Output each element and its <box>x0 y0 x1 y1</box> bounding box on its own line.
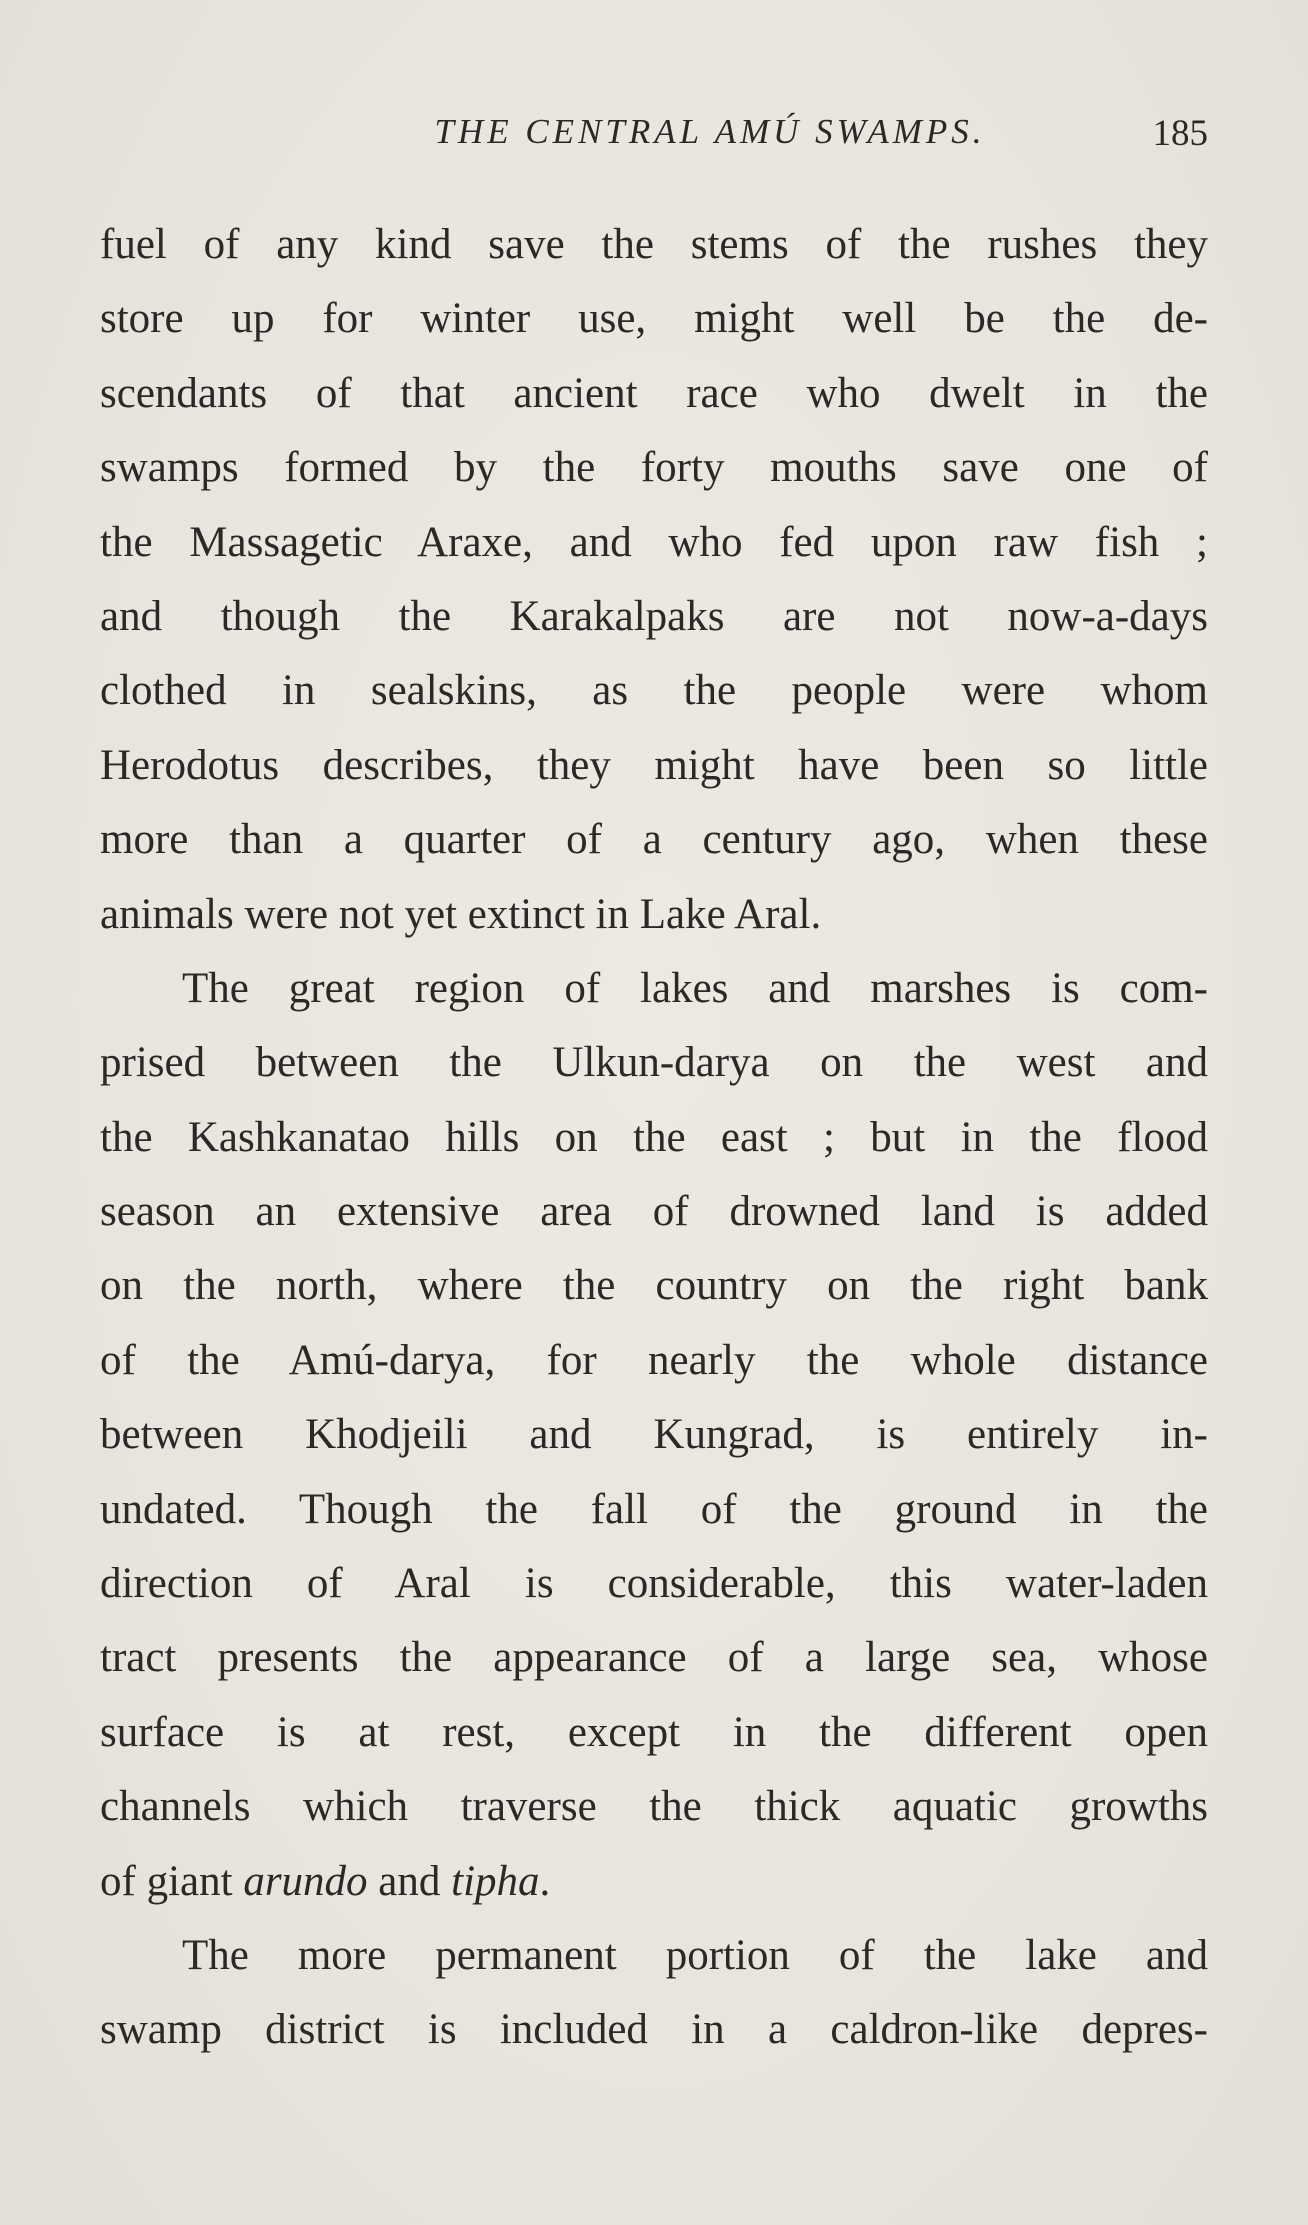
text-line: the Massagetic Araxe, and who fed upon raw fish ; <box>100 518 1208 566</box>
running-head <box>100 112 1208 162</box>
text-line: animals were not yet extinct in Lake Aral. <box>100 890 822 938</box>
text-line: and though the Karakalpaks are not now-a-days <box>100 592 1208 640</box>
text-line: on the north, where the country on the right bank <box>100 1262 1208 1310</box>
text-line: of the Amú-darya, for nearly the whole distance <box>100 1336 1208 1384</box>
text-segment: . <box>539 1857 551 1905</box>
text-line: the Kashkanatao hills on the east ; but in the flood <box>100 1113 1208 1161</box>
text-segment: of giant <box>100 1857 244 1905</box>
text-line: surface is at rest, except in the different open <box>100 1708 1208 1756</box>
text-line: between Khodjeili and Kungrad, is entirely in- <box>100 1411 1208 1459</box>
text-line: Herodotus describes, they might have been so little <box>100 741 1208 789</box>
text-line: season an extensive area of drowned land is added <box>100 1188 1208 1236</box>
text-line: swamps formed by the forty mouths save one of <box>100 444 1208 492</box>
text-line: fuel of any kind save the stems of the rushes they <box>100 221 1208 268</box>
italic-term-tipha: tipha <box>451 1857 540 1905</box>
body-text <box>100 208 1208 2068</box>
text-line: swamp district is included in a caldron-like depres- <box>100 2006 1208 2054</box>
paragraph-first-line: The great region of lakes and marshes is com- <box>182 964 1208 1012</box>
text-segment: and <box>367 1857 452 1905</box>
text-line: channels which traverse the thick aquatic growths <box>100 1783 1208 1831</box>
text-line: scendants of that ancient race who dwelt in the <box>100 369 1208 417</box>
text-line: store up for winter use, might well be the de- <box>100 295 1208 343</box>
running-title: THE CENTRAL AMÚ SWAMPS. <box>434 112 986 151</box>
text-line: more than a quarter of a century ago, when these <box>100 816 1208 864</box>
text-line: undated. Though the fall of the ground in the <box>100 1485 1208 1533</box>
text-line: prised between the Ulkun-darya on the west and <box>100 1039 1208 1087</box>
text-line: tract presents the appearance of a large sea, whose <box>100 1634 1208 1682</box>
italic-term-arundo: arundo <box>243 1857 368 1905</box>
paragraph-first-line: The more permanent portion of the lake and <box>182 1931 1208 1979</box>
text-line: direction of Aral is considerable, this water-laden <box>100 1560 1208 1608</box>
text-line: clothed in sealskins, as the people were whom <box>100 667 1208 715</box>
text-line-with-italics <box>100 1845 1208 1919</box>
page-number: 185 <box>1152 113 1208 154</box>
